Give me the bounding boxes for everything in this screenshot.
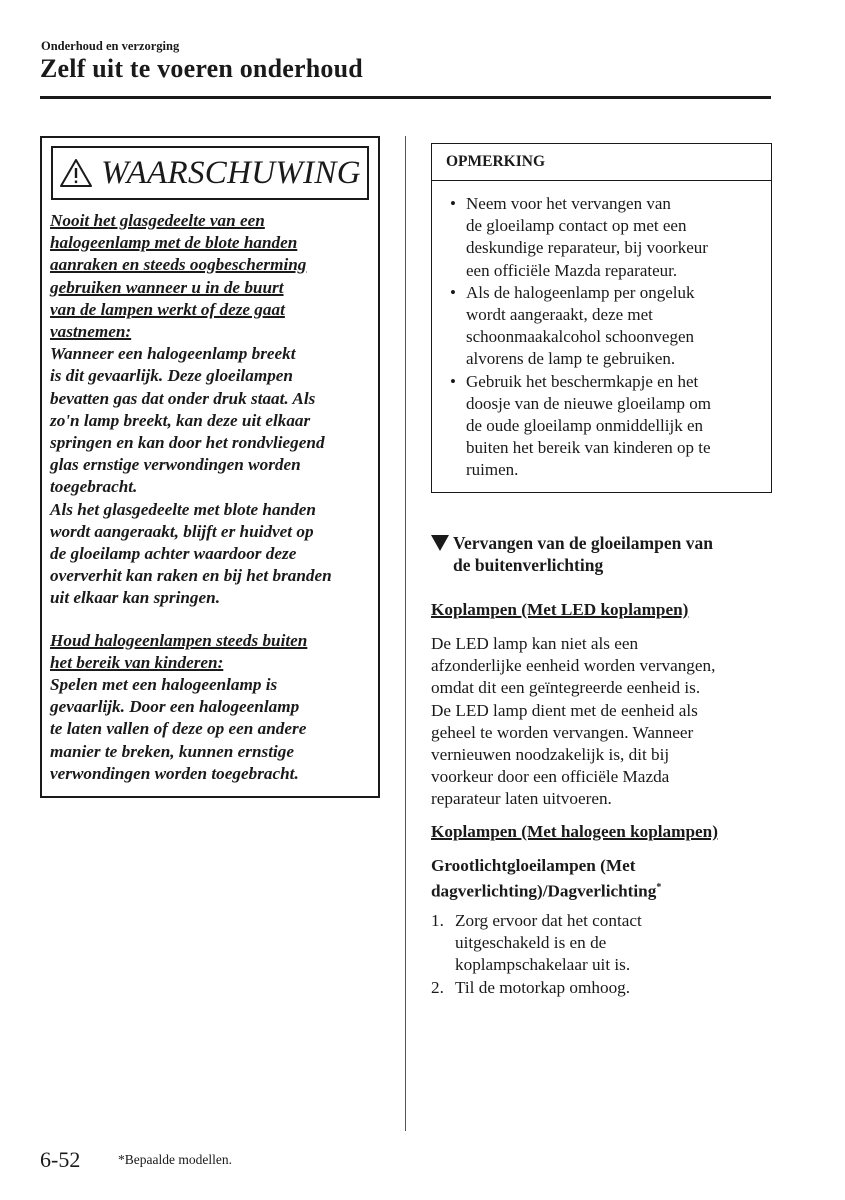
step-line: koplampschakelaar uit is.	[455, 955, 631, 975]
page-number: 6-52	[40, 1147, 81, 1172]
note-item	[432, 282, 771, 371]
step-item	[431, 977, 771, 999]
paragraph-line: De LED lamp dient met de eenheid als	[431, 700, 698, 720]
paragraph-line: vernieuwen noodzakelijk is, dit bij	[431, 745, 670, 765]
note-line: deskundige reparateur, bij voorkeur	[466, 238, 708, 258]
heading-halogen-headlamps: Koplampen (Met halogeen koplampen)	[431, 822, 718, 841]
warning-body	[50, 210, 380, 785]
note-line: wordt aangeraakt, deze met	[466, 305, 653, 325]
note-title: OPMERKING	[432, 144, 771, 181]
warning-gap	[50, 610, 380, 630]
column-divider	[405, 136, 406, 1131]
bullet: •	[450, 282, 456, 302]
warning-text-line: verwondingen worden toegebracht.	[50, 763, 299, 783]
title-rule	[40, 96, 771, 99]
page-title: Zelf uit te voeren onderhoud	[40, 54, 363, 83]
warning-triangle-icon	[59, 158, 93, 188]
heading-led-headlamps: Koplampen (Met LED koplampen)	[431, 600, 689, 619]
step-line: Til de motorkap omhoog.	[455, 977, 631, 997]
warning-heading-line: van de lampen werkt of deze gaat	[50, 299, 285, 319]
bulb-heading	[431, 855, 776, 903]
warning-text-line: bevatten gas dat onder druk staat. Als	[50, 388, 316, 408]
note-line: ruimen.	[466, 460, 519, 480]
section-label: Onderhoud en verzorging	[41, 39, 180, 53]
bullet: •	[450, 194, 456, 213]
paragraph-line: De LED lamp kan niet als een	[431, 634, 639, 653]
warning-text-line: oververhit kan raken en bij het branden	[50, 566, 332, 586]
warning-heading-line: Nooit het glasgedeelte van een	[50, 211, 265, 230]
warning-header	[51, 146, 369, 200]
warning-text-line: wordt aangeraakt, blijft er huidvet op	[50, 521, 314, 541]
step-line: uitgeschakeld is en de	[455, 933, 607, 953]
warning-text-line: springen en kan door het rondvliegend	[50, 433, 325, 453]
subsection-line: Vervangen van de gloeilampen van	[453, 533, 713, 553]
paragraph-line: reparateur laten uitvoeren.	[431, 789, 612, 809]
paragraph-line: voorkeur door een officiële Mazda	[431, 767, 670, 787]
warning-text-line: is dit gevaarlijk. Deze gloeilampen	[50, 366, 293, 386]
footnote-mark: *	[656, 882, 662, 893]
step-number: 2.	[431, 977, 444, 997]
warning-text-line: uit elkaar kan springen.	[50, 588, 221, 608]
warning-text-line: manier te breken, kunnen ernstige	[50, 741, 294, 761]
warning-box	[40, 136, 380, 798]
note-line: alvorens de lamp te gebruiken.	[466, 349, 676, 369]
warning-heading-line: gebruiken wanneer u in de buurt	[50, 277, 284, 297]
warning-text-line: gevaarlijk. Door een halogeenlamp	[50, 697, 300, 717]
warning-heading-line: Houd halogeenlampen steeds buiten	[50, 630, 308, 650]
warning-title: WAARSCHUWING	[101, 154, 361, 191]
bullet: •	[450, 371, 456, 391]
step-number: 1.	[431, 911, 444, 930]
steps-list	[431, 910, 771, 999]
subsection-line: de buitenverlichting	[453, 555, 604, 575]
warning-text-line: Als het glasgedeelte met blote handen	[50, 499, 316, 519]
note-line: de oude gloeilamp onmiddellijk en	[466, 416, 704, 436]
step-line: Zorg ervoor dat het contact	[455, 911, 642, 930]
led-paragraph	[431, 633, 776, 811]
step-item	[431, 910, 771, 977]
warning-heading-line: halogeenlamp met de blote handen	[50, 233, 298, 253]
note-line: Neem voor het vervangen van	[466, 194, 671, 213]
subsection-heading	[431, 532, 776, 576]
note-line: een officiële Mazda reparateur.	[466, 260, 678, 280]
warning-text-line: toegebracht.	[50, 477, 138, 497]
note-line: doosje van de nieuwe gloeilamp om	[466, 393, 712, 413]
warning-heading-line: het bereik van kinderen:	[50, 652, 224, 672]
paragraph-line: geheel te worden vervangen. Wanneer	[431, 722, 694, 742]
warning-text-line: zo'n lamp breekt, kan deze uit elkaar	[50, 410, 311, 430]
footnote: *Bepaalde modellen.	[118, 1152, 232, 1167]
note-item	[432, 193, 771, 282]
warning-text-line: Wanneer een halogeenlamp breekt	[50, 344, 296, 364]
bulb-heading-line	[431, 877, 776, 903]
note-line: Gebruik het beschermkapje en het	[466, 371, 699, 391]
note-list	[432, 181, 771, 482]
warning-text-line: te laten vallen of deze op een andere	[50, 719, 307, 739]
bulb-heading-line: Grootlichtgloeilampen (Met	[431, 856, 636, 875]
note-item	[432, 371, 771, 482]
warning-heading-line: vastnemen:	[50, 322, 132, 342]
note-line: buiten het bereik van kinderen op te	[466, 438, 711, 458]
triangle-down-icon	[431, 535, 449, 551]
paragraph-line: afzonderlijke eenheid worden vervangen,	[431, 656, 716, 676]
warning-text-line: glas ernstige verwondingen worden	[50, 455, 301, 475]
paragraph-line: omdat dit een geïntegreerde eenheid is.	[431, 678, 701, 698]
warning-heading-line: aanraken en steeds oogbescherming	[50, 255, 307, 275]
note-line: schoonmaakalcohol schoonvegen	[466, 327, 695, 347]
bulb-heading-text: dagverlichting)/Dagverlichting	[431, 881, 657, 901]
note-line: de gloeilamp contact op met een	[466, 216, 687, 236]
note-line: Als de halogeenlamp per ongeluk	[466, 282, 695, 302]
warning-text-line: Spelen met een halogeenlamp is	[50, 675, 278, 695]
warning-text-line: de gloeilamp achter waardoor deze	[50, 544, 297, 564]
note-box	[431, 143, 772, 493]
